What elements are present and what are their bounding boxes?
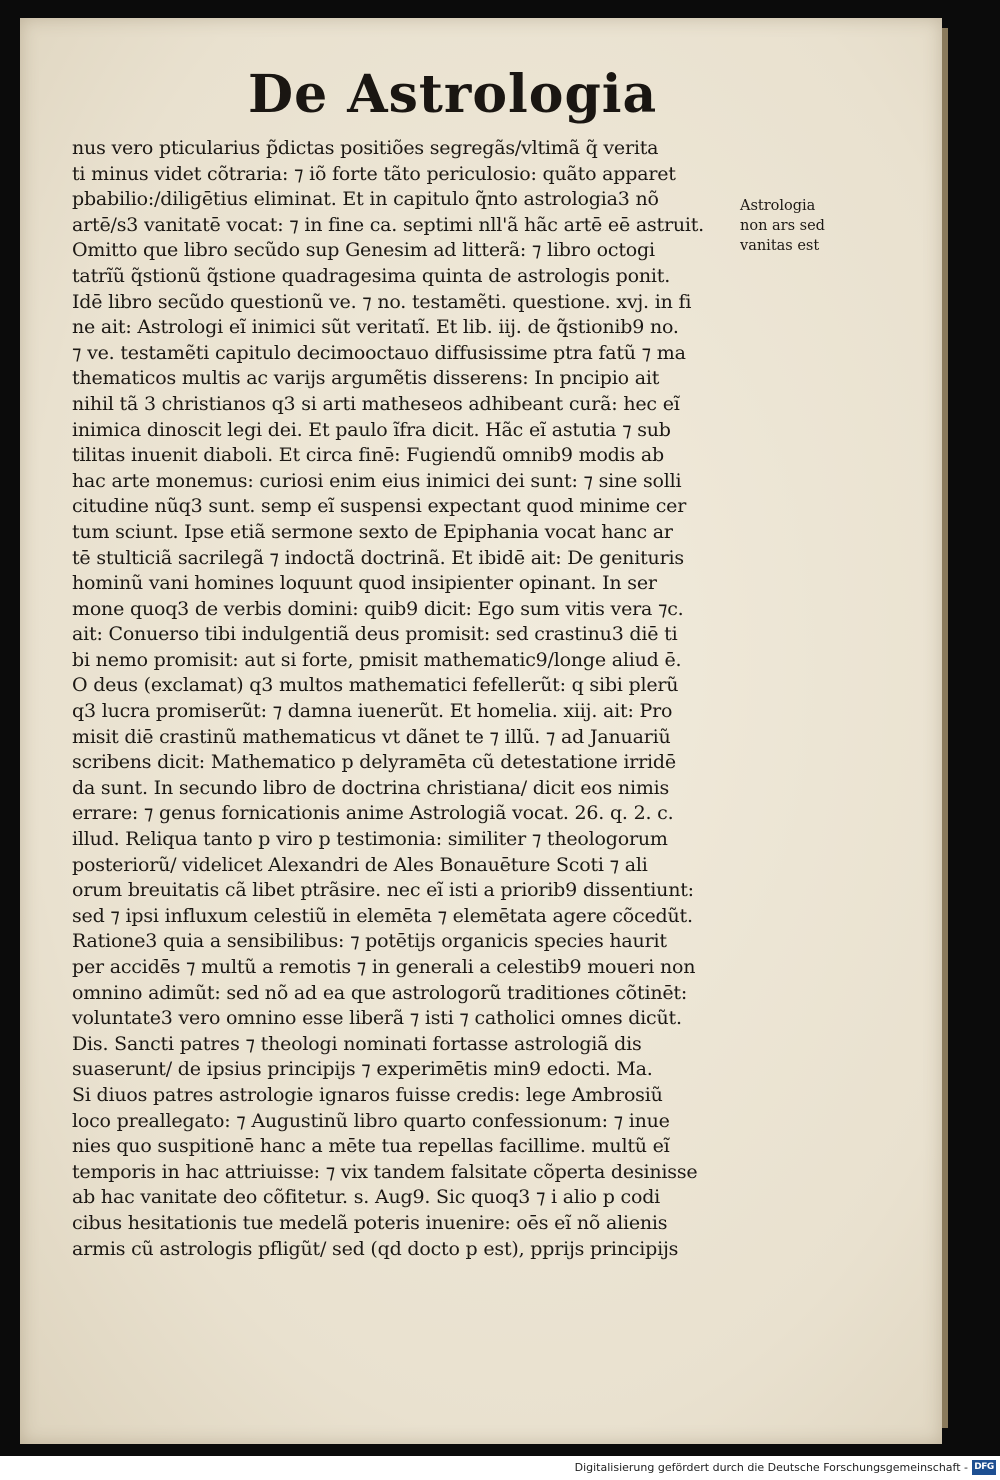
text-line: per accidēs ⁊ multũ a remotis ⁊ in generali a celestib9 moueri non	[72, 956, 696, 978]
page-edge	[942, 28, 948, 1428]
page-heading: De Astrologia	[248, 64, 658, 125]
text-line: mone quoq3 de verbis domini: quib9 dicit: Ego sum vitis vera ⁊c.	[72, 597, 684, 620]
text-line: ⁊ ve. testamẽti capitulo decimooctauo diffusissime ptra fatũ ⁊ ma	[72, 341, 686, 364]
text-line: cibus hesitationis tue medelã poteris inuenire: oēs eĩ nõ alienis	[72, 1211, 668, 1234]
text-line: da sunt. In secundo libro de doctrina christiana/ dicit eos nimis	[72, 776, 670, 799]
text-line: posteriorũ/ videlicet Alexandri de Ales Bonauēture Scoti ⁊ ali	[72, 853, 648, 876]
dfg-logo: DFG	[972, 1460, 996, 1475]
marginal-note-line: Astrologia	[740, 198, 816, 214]
text-line: errare: ⁊ genus fornicationis anime Astrologiã vocat. 26. q. 2. c.	[72, 802, 674, 825]
text-line: illud. Reliqua tanto p viro p testimonia: similiter ⁊ theologorum	[72, 828, 668, 851]
marginal-note	[740, 196, 836, 256]
text-line: artē/s3 vanitatē vocat: ⁊ in fine ca. septimi nll'ã hãc artē eē astruit.	[72, 213, 705, 236]
text-line: tilitas inuenit diaboli. Et circa finē: Fugiendũ omnib9 modis ab	[72, 444, 664, 467]
text-line: Si diuos patres astrologie ignaros fuisse credis: lege Ambrosiũ	[72, 1083, 663, 1106]
text-line: suaserunt/ de ipsius principijs ⁊ experimētis min9 edocti. Ma.	[72, 1058, 653, 1081]
text-line: O deus (exclamat) q3 multos mathematici fefellerũt: q sibi plerũ	[72, 674, 679, 697]
text-line: tum sciunt. Ipse etiã sermone sexto de Epiphania vocat hanc ar	[72, 520, 673, 543]
text-line: hominũ vani homines loquunt quod insipienter opinant. In ser	[72, 572, 657, 595]
funding-credit: Digitalisierung gefördert durch die Deutsche Forschungsgemeinschaft -	[574, 1461, 968, 1474]
text-line: scribens dicit: Mathematico p delyramēta cũ detestatione irridē	[72, 751, 676, 774]
text-line: nies quo suspitionē hanc a mēte tua repellas facillime. multũ eĩ	[72, 1135, 670, 1158]
text-line: nihil tã 3 christianos q3 si arti matheseos adhibeant curã: hec eĩ	[72, 392, 680, 415]
text-line: Idē libro secũdo questionũ ve. ⁊ no. testamẽti. questione. xvj. in fi	[72, 290, 692, 313]
text-line: ait: Conuerso tibi indulgentiã deus promisit: sed crastinu3 diē ti	[72, 623, 678, 646]
main-text-block	[72, 136, 762, 1262]
text-line: ab hac vanitate deo cõfitetur. s. Aug9. Sic quoq3 ⁊ i alio p codi	[72, 1186, 661, 1209]
text-line: Dis. Sancti patres ⁊ theologi nominati fortasse astrologiã dis	[72, 1032, 642, 1055]
text-line: sed ⁊ ipsi influxum celestiũ in elemēta ⁊ elemētata agere cõcedũt.	[72, 904, 693, 927]
marginal-note-line: vanitas est	[740, 238, 820, 254]
marginal-note-line: non ars sed	[740, 218, 825, 234]
text-line: hac arte monemus: curiosi enim eius inimici dei sunt: ⁊ sine solli	[72, 469, 682, 492]
text-line: nus vero pticularius p̃dictas positiões segregãs/vltimã q̃ verita	[72, 137, 659, 159]
text-line: armis cũ astrologis pfligũt/ sed (qd docto p est), pprijs principijs	[72, 1237, 679, 1260]
text-line: temporis in hac attriuisse: ⁊ vix tandem falsitate cõperta desinisse	[72, 1160, 698, 1183]
text-line: citudine nũq3 sunt. semp eĩ suspensi expectant quod minime cer	[72, 495, 687, 518]
footer-bar	[0, 1456, 1000, 1480]
text-line: thematicos multis ac varijs argumẽtis disserens: In pncipio ait	[72, 367, 660, 390]
text-line: loco preallegato: ⁊ Augustinũ libro quarto confessionum: ⁊ inue	[72, 1109, 670, 1132]
text-line: pbabilio:/diligētius eliminat. Et in capitulo q̃nto astrologia3 nõ	[72, 188, 659, 211]
text-line: ne ait: Astrologi eĩ inimici sũt veritatĩ. Et lib. iij. de q̃stionib9 no.	[72, 316, 679, 339]
text-line: q3 lucra promiserũt: ⁊ damna iuenerũt. Et homelia. xiij. ait: Pro	[72, 700, 673, 723]
text-line: inimica dinoscit legi dei. Et paulo ĩfra dicit. Hãc eĩ astutia ⁊ sub	[72, 418, 671, 441]
text-line: tatrĩũ q̃stionũ q̃stione quadragesima quinta de astrologis ponit.	[72, 264, 671, 287]
text-line: voluntate3 vero omnino esse liberã ⁊ isti ⁊ catholici omnes dicũt.	[72, 1007, 682, 1030]
text-line: misit diē crastinũ mathematicus vt dãnet te ⁊ illũ. ⁊ ad Januariũ	[72, 725, 671, 748]
text-line: bi nemo promisit: aut si forte, pmisit mathematic9/longe aliud ē.	[72, 648, 682, 671]
text-line: Ratione3 quia a sensibilibus: ⁊ potētijs organicis species haurit	[72, 930, 667, 953]
text-line: tē stulticiã sacrilegã ⁊ indoctã doctrinã. Et ibidē ait: De genituris	[72, 546, 684, 569]
text-line: ti minus videt cõtraria: ⁊ iõ forte tãto periculosio: quãto apparet	[72, 162, 676, 185]
text-line: Omitto que libro secũdo sup Genesim ad litterã: ⁊ libro octogi	[72, 239, 655, 262]
text-line: orum breuitatis cã libet ptrãsire. nec eĩ isti a priorib9 dissentiunt:	[72, 879, 694, 902]
text-line: omnino adimũt: sed nõ ad ea que astrologorũ traditiones cõtinēt:	[72, 981, 688, 1004]
